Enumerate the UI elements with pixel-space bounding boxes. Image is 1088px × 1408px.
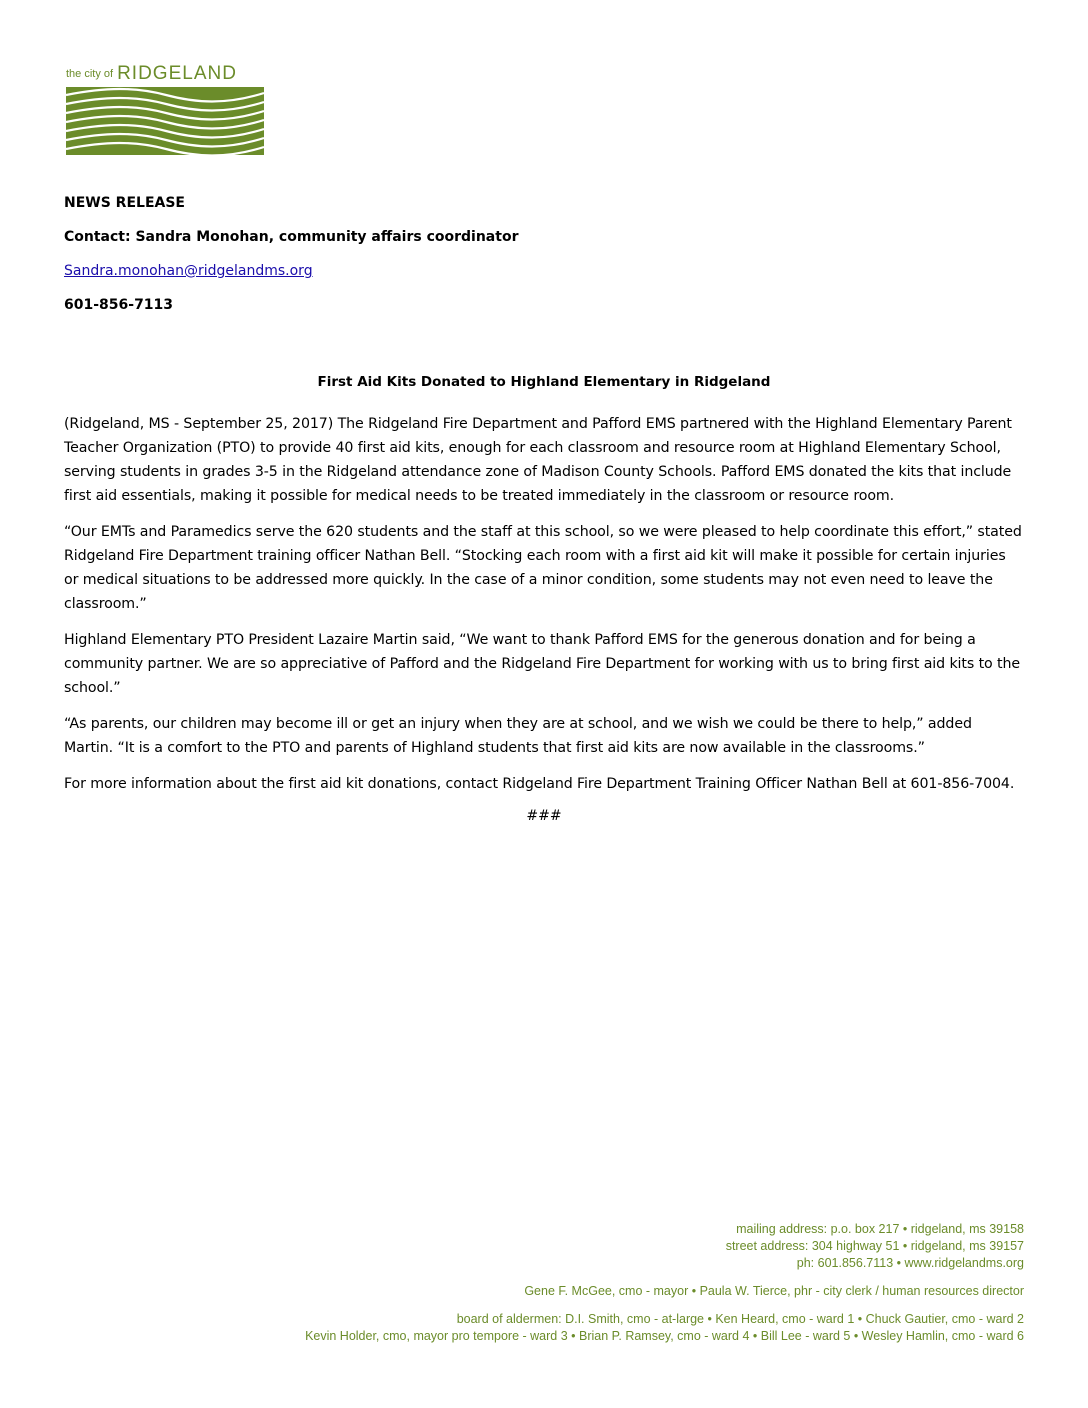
footer-street-address: street address: 304 highway 51 • ridgeland, ms 39157 xyxy=(725,1239,1024,1253)
logo-name: RIDGELAND xyxy=(117,63,237,84)
paragraph: (Ridgeland, MS - September 25, 2017) The Ridgeland Fire Department and Pafford EMS partnered with the Highland Elementary Parent Teacher Organization (PTO) to provide 40 first aid kits, enough for each classroom and resource room at Highland Elementary School, serving students in grades 3-5 in the Ridgeland attendance zone of Madison County Schools. Pafford EMS donated the kits that include first aid essentials, making it possible for medical needs to be treated immediately in the classroom or resource room. xyxy=(64,416,1012,504)
logo-prefix: the city of xyxy=(66,68,114,80)
headline: First Aid Kits Donated to Highland Elementary in Ridgeland xyxy=(317,374,771,390)
paragraph: “Our EMTs and Paramedics serve the 620 students and the staff at this school, so we were pleased to help coordinate this effort,” stated Ridgeland Fire Department training officer Nathan Bell. “Stocking each room with a first aid kit will make it possible for certain injuries or medical situations to be addressed more quickly. In the case of a minor condition, some students may not even need to leave the classroom.” xyxy=(64,524,1022,612)
logo-waves-icon xyxy=(66,87,264,155)
paragraph: Highland Elementary PTO President Lazaire Martin said, “We want to thank Pafford EMS for the generous donation and for being a community partner. We are so appreciative of Pafford and the Ridgeland Fire Department for working with us to bring first aid kits to the school.” xyxy=(64,632,1020,696)
contact-email-link[interactable]: Sandra.monohan@ridgelandms.org xyxy=(64,263,313,279)
contact-phone: 601-856-7113 xyxy=(64,297,174,313)
city-logo xyxy=(66,63,266,155)
news-release-label: NEWS RELEASE xyxy=(64,195,185,211)
paragraph: “As parents, our children may become ill or get an injury when they are at school, and we wish we could be there to help,” added Martin. “It is a comfort to the PTO and parents of Highland students that first aid kits are now available in the classrooms.” xyxy=(64,716,972,756)
letterhead-footer xyxy=(124,1221,1024,1345)
footer-officials: Gene F. McGee, cmo - mayor • Paula W. Tierce, phr - city clerk / human resources director xyxy=(524,1284,1024,1298)
footer-board-aldermen-1: board of aldermen: D.I. Smith, cmo - at-large • Ken Heard, cmo - ward 1 • Chuck Gautier, cmo - ward 2 xyxy=(456,1312,1024,1326)
end-mark: ### xyxy=(526,808,562,824)
footer-mailing-address: mailing address: p.o. box 217 • ridgeland, ms 39158 xyxy=(736,1222,1024,1236)
logo-wordmark xyxy=(66,63,266,85)
contact-line: Contact: Sandra Monohan, community affairs coordinator xyxy=(64,229,519,245)
article-body xyxy=(64,412,1024,824)
paragraph: For more information about the first aid kit donations, contact Ridgeland Fire Department Training Officer Nathan Bell at 601-856-7004. xyxy=(64,776,1015,792)
footer-board-aldermen-2: Kevin Holder, cmo, mayor pro tempore - ward 3 • Brian P. Ramsey, cmo - ward 4 • Bill Lee - ward 5 • Wesley Hamlin, cmo - ward 6 xyxy=(305,1329,1024,1343)
contact-block xyxy=(64,192,1024,328)
footer-phone-website: ph: 601.856.7113 • www.ridgelandms.org xyxy=(796,1256,1024,1270)
